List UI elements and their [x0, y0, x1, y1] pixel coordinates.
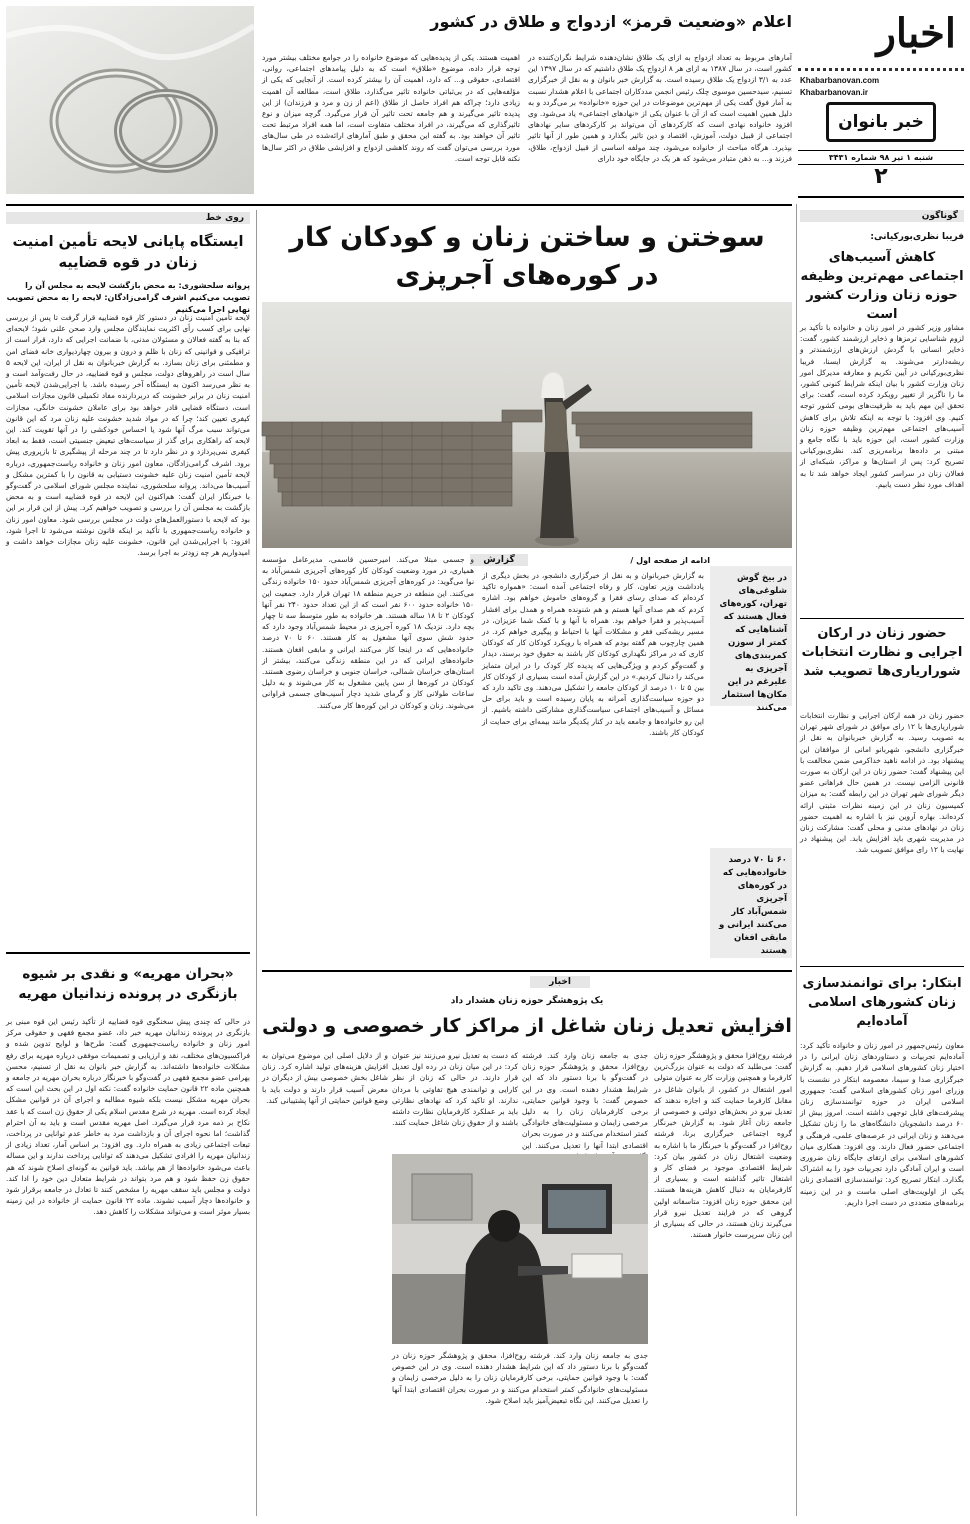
masthead-site-1: Khabarbanovan.com [800, 76, 880, 85]
side-quote-1-text: در بیخ گوش شلوغی‌های تهران، کوره‌های فعال هستند که آشناهایی که کمتر از سوزن کمربندی‌های آجرپزی به علیرغم در این مکان‌ها استثمار می‌کنند [719, 573, 787, 713]
center-bottom-col-c: که دست به تعدیل نیرو می‌زنند نیز عنوان کرد: در این میان زنان در رده اول تعدیل قرار دارند. در حالی که زنان از نظر کارایی و توانمندی هیچ تفاوتی با مردان ندارند. او تاکید کرد که نهادهای نظارتی باید بر عملکرد کارفرمایان نظارت داشته باشند و از حقوق زنان شاغل حمایت کنند. [392, 1051, 518, 1128]
right-col-vertical-rule [796, 204, 797, 1516]
right-divider-2 [800, 966, 964, 967]
right-a3-headline: ابتکار: برای توانمندسازی زنان کشورهای اسلامی آماده‌ایم [802, 976, 962, 1029]
office-illustration [392, 1154, 648, 1344]
left-col-subhead: پروانه سلحشوری: به محض بازگشت لایحه به مجلس آن را تصویب می‌کنیم اشرف گرامی‌زادگان: لایحه را به محض تصویب نهایی اجرا می‌کنیم [6, 281, 250, 314]
office-photo [392, 1154, 648, 1344]
center-bottom-tag: اخبار [530, 976, 590, 988]
left-bottom-headline: «بحران مهریه» و نقدی بر شیوه بازنگری در پرونده زندانیان مهریه [18, 966, 238, 1002]
left-col-vertical-rule [256, 210, 257, 1516]
left-bottom-body: در حالی که چندی پیش سخنگوی قوه قضاییه از تأکید رئیس این قوه مبنی بر بازنگری در پرونده زندانیان مهریه خبر داد، عضو مجمع فقهی و حقوقی مرکز امور زنان و خانواده ریاست‌جمهوری گفت: طرح‌ها و لوایح تدوین شده و فراکسیون‌های مختلف، نقد و ارزیابی و تصمیمات موفقی درباره مهریه برای رفع مشکلات خانواده‌ها داشته‌اند. به گزارش خبر بانوان به نقل از تسنیم، محسن بهرامی عضو مجمع فقهی در گفت‌وگو با خبرنگار درباره بحران مهریه در جامعه و همچنین ماده ۲۲ قانون حمایت خانواده گفت: نکته اول در این بحث این است که بحران مهریه مشکل نیست بلکه شیوه مطالبه و اجرای آن در قوانین مشکل ایجاد کرده است. مهریه در شرع مقدس اسلام یکی از حقوق زن است که با عقد نکاح بر ذمه مرد قرار می‌گیرد. اصل مهریه مقدس است و باید به آن احترام گذاشت؛ اما نحوه اجرای آن و بازداشت مرد به خاطر عدم توانایی در پرداخت، تبعات اجتماعی زیادی به همراه دارد. وی افزود: بر اساس آمار، تعداد زیادی از زندانیان مهریه را افرادی تشکیل می‌دهند که توانایی پرداخت ندارند و این مساله باعث می‌شود خانواده‌ها از هم بپاشد. باید قوانین به گونه‌ای اصلاح شوند که هم حقوق زن حفظ شود و هم مرد بتواند در شرایط متعادل دین خود را ادا کند. دولت و مجلس باید سقف مهریه را مشخص کنند تا تعادل در جامعه برقرار شود و خانواده‌ها دچار آسیب نشوند. ماده ۲۲ قانون حمایت از خانواده در این زمینه بسیار موثر است و می‌تواند مشکلات را کاهش دهد. [6, 1017, 250, 1217]
side-quote-1 [710, 566, 792, 713]
masthead-title: اخبار [876, 10, 956, 57]
masthead [798, 6, 964, 190]
top-article-col-2: اهمیت هستند. یکی از پدیده‌هایی که موضوع خانواده را در جوامع مختلف بیشتر مورد توجه قرار داده، موضوع «طلاق» است که به دلیل پیامدهای اجتماعی، روانی، اقتصادی، حقوقی و... که دارد، اهمیت آن را بیشتر کرده است. از آنجایی که یکی از مؤلفه‌هایی که در بی‌ثباتی خانواده تاثیر می‌گذارد، طلاق است، مطالعه آن اهمیت زیادی دارد؛ چراکه هم افراد حاصل از طلاق (اعم از زن و مرد و فرزندان) از این پدیده تاثیر می‌گیرند و هم جامعه تحت تاثیر آن قرار می‌گیرد. گرچه میزان و نوع تاثیرگذاری که می‌گیرند، در افراد مختلف متفاوت است، اما همه افراد مرتبط تحت تاثیر آن خواهند بود. به گفته این محقق و طبق آمارهای ارائه‌شده در طی سال‌های مورد بررسی می‌توان گفت که روند کاهشی ازدواج و افزایشی طلاق در اکثر سال‌ها نکته قابل توجه است. [262, 53, 520, 163]
center-bottom-col-b: جدی به جامعه زنان وارد کند. فرشته روح‌افزا، محقق و پژوهشگر حوزه زنان در گفت‌وگو با برنا دستور داد که این شرایط هشدار دهنده است. وی در این خصوص گفت: با وجود قوانین حمایتی، برخی کارفرمایان زنان را به دلیل مرخصی زایمان و مسئولیت‌های خانوادگی کمتر استخدام می‌کنند و در صورت بحران اقتصادی ابتدا آنها را تعدیل می‌کنند. این [522, 1051, 648, 1150]
left-col-body: لایحه تأمین امنیت زنان در دستور کار قوه قضاییه قرار گرفت تا پس از بررسی نهایی برای کسب رأی اکثریت نمایندگان مجلس وارد صحن علنی شود؛ لایحه‌ای که بنا به گفته فعالان و مسئولان مدنی، با ضمانت اجرایی که دارد، قرار است از ترافیکی و قوانینی که زنان با ظلم و درون و بیرون چهاردیواری خانه فضای امن و مطمئنی برای زنان بسازد. به گزارش خبربانوان به نقل از ایران، این لایحه ۵ سال است در راهروهای دولت، مجلس و قوه قضاییه، در حال رفت‌وآمد است و به نظر می‌رسد اکنون به ایستگاه آخر رسیده باشد. با اجرایی‌شدن لایحه تأمین امنیت زنان در برابر خشونت که دربردارنده مفاد تکمیلی قانون مجازات اسلامی است، دستگاه قضایی قادر خواهد بود برای عاملان خشونت خانگی، مجازات کیفری تعیین کند؛ چرا که در مواد شدید خشونت علیه زنان مرد که این قانون می‌تواند سبب مرگ آنها شود یا احساس خودکشی را در آنها تقویت کند. این لایحه که راهکاری برای گذر از سیاست‌های تبعیض جنسیتی است، فقط به ابعاد کیفری نمی‌پردازد و در نظر دارد تا در چند مرحله از پیشگیری تا بازپروری پیش برود. اشرف گرامی‌زادگان، معاون امور زنان و خانواده ریاست‌جمهوری، درباره لایحه تأمین امنیت زنان علیه خشونت دستیابی به قانون را با کمترین مشکل و آسیب‌ها می‌داند. پروانه سلحشوری، نماینده مجلس شورای اسلامی در گفت‌وگو با خبرنگار ایران گفت: هم‌اکنون این لایحه در قوه قضاییه است و به محض بازگشت به مجلس آن را بررسی و تصویب خواهیم کرد. پیش از این قرار بر این بود که لایحه با دستورالعمل‌های دولت در مجلس بررسی شود. معاون امور زنان و خانواده ریاست‌جمهوری با تأکید بر اینکه قانون نوشته می‌شود تا اجرا شود، افزود: با اجرایی‌شدن این قانون، خشونت علیه زنان مجازات خواهد داشت و امیدواریم هر چه زودتر به اجرا برسد. [6, 313, 250, 558]
left-col-divider [6, 952, 250, 954]
left-col-headline: ایستگاه پایانی لایحه تأمین امنیت زنان در قوه قضاییه [12, 234, 244, 271]
center-bottom-kicker: یک پژوهشگر حوزه زنان هشدار داد [450, 996, 604, 1006]
center-bottom-col-b-cont [392, 1350, 648, 1516]
center-bottom-col-b-cont-text: جدی به جامعه زنان وارد کند. فرشته روح‌افزا، محقق و پژوهشگر حوزه زنان در گفت‌وگو با برنا دستور داد که این شرایط هشدار دهنده است. وی در این خصوص گفت: با وجود قوانین حمایتی، برخی کارفرمایان زنان را به دلیل مرخصی زایمان و مسئولیت‌های خانوادگی کمتر استخدام می‌کنند و در صورت بحران اقتصادی ابتدا آنها را تعدیل می‌کنند. این نگاه تبعیض‌آمیز باید اصلاح شود. [392, 1351, 648, 1405]
report-lead-label: ادامه از صفحه اول / [630, 556, 710, 565]
date-line: شنبه ۱ تیر ۹۸ شماره ۳۴۳۱ [798, 150, 964, 165]
top-section-rule [6, 204, 792, 206]
center-bottom-col-d: و از دلایل اصلی این موضوع می‌توان به افزایش هزینه‌های تولید اشاره کرد. زنان شاغل بخش خصوصی بیش از دیگران در معرض آسیب قرار دارند و دولت باید با وضع قوانین حمایتی از آنها پشتیبانی کند. [262, 1051, 388, 1105]
right-a1-body: مشاور وزیر کشور در امور زنان و خانواده با تأکید بر لزوم شناسایی ترمزها و ذخایر ارزشمند کشور، گفت: ذخایر انسانی با گردش ارزش‌های ارزشمندتر و ریشه‌دارتر می‌شوند. به گزارش ایسنا، فریبا نظری‌بورکیانی در آیین تکریم و معارفه مدیرکل امور زنان وزارت کشور با بیان اینکه شرایط کنونی کشور، ما را ناگزیر از تغییر رویکرد کرده است، گفت: برای تحقق این مهم باید به ظرفیت‌های بومی کشور توجه کنیم. وی افزود: با توجه به اینکه تلاش برای کاهش آسیب‌های اجتماعی مهم‌ترین وظیفه حوزه زنان وزارت کشور است، این حوزه باید با نگاه جامع و مبتنی بر داده‌ها برنامه‌ریزی کند. نظری‌بورکیانی تصریح کرد: پس از استان‌ها و مراکز، شبکه‌ای از فعالان زنان در سراسر کشور ایجاد خواهد شد تا به اهداف مورد نظر دست یابیم. [800, 323, 964, 489]
center-feature-col-b: و جسمی مبتلا می‌کند. امیرحسین قاسمی، مدیرعامل مؤسسه همیاری، در مورد وضعیت کودکان کار کوره‌های آجرپزی شمس‌آباد به نوا می‌گوید: در کوره‌های آجرپزی شمس‌آباد حدود ۱۵۰ خانواده زندگی می‌کنند. این منطقه در حریم منطقه ۱۸ تهران قرار دارد. جمعیت این ۱۵۰ خانواده حدود ۶۰۰ نفر است که از این تعداد حدود ۲۴۰ نفر آنها کودکان ۲ تا ۱۸ ساله هستند. هر خانواده به طور متوسط سه تا چهار بچه دارد. نزدیک ۱۸ کوره آجرپزی در محیط شمس‌آباد وجود دارد که حدود شش سوی آنها مشغول به کار هستند. ۶۰ تا ۷۰ درصد خانواده‌هایی که در اینجا کار می‌کنند ایرانی و مابقی افغان هستند. خانواده‌های ایرانی که در این منطقه زندگی می‌کنند، بیشتر از استان‌های خراسان شمالی، خراسان جنوبی و خراسان رضوی هستند. کودکان در کوره‌ها از سن پایین مشغول به کار می‌شوند و به دلیل ساعات طولانی کار و گرمای شدید دچار آسیب‌های جسمی فراوانی می‌شوند. زنان و کودکان در این کوره‌ها کار می‌کنند. [262, 555, 475, 710]
right-a1-kicker: فریبا نظری‌بورکیانی: [870, 232, 964, 242]
masthead-bottom-rule [798, 196, 964, 198]
top-article-title: اعلام «وضعیت قرمز» ازدواج و طلاق در کشور [430, 12, 792, 31]
masthead-site-2: Khabarbanovan.ir [800, 88, 869, 97]
page-number: ۲ [874, 164, 888, 189]
right-divider-1 [800, 618, 964, 619]
rings-photo [6, 6, 254, 194]
right-a2-headline: حضور زنان در ارکان اجرایی و نظارت انتخابات شوراریاری‌ها تصویب شد [801, 626, 963, 679]
center-headline-1: سوختن و ساختن زنان و کودکان کار [289, 222, 765, 253]
right-a3-body: معاون رئیس‌جمهور در امور زنان و خانواده تأکید کرد: آماده‌ایم تجربیات و دستاوردهای زنان ایرانی را در اختیار زنان کشورهای اسلامی قرار دهیم. به گزارش خبرگزاری صدا و سیما، معصومه ابتکار در نشست با وزرای امور زنان کشورهای اسلامی گفت: جمهوری اسلامی ایران در حوزه توانمندسازی زنان پیشرفت‌های قابل توجهی داشته است. امروز بیش از ۶۰ درصد دانشجویان دانشگاه‌های ما را زنان تشکیل می‌دهند و زنان ایرانی در عرصه‌های علمی، فرهنگی و اجتماعی حضور فعال دارند. وی افزود: همکاری میان کشورهای اسلامی برای ارتقای جایگاه زنان ضروری است و ایران آمادگی دارد تجربیات خود را به اشتراک بگذارد. ابتکار تصریح کرد: توانمندسازی اقتصادی زنان یکی از اولویت‌های اصلی ماست و در این زمینه برنامه‌های متعددی در دست اجرا داریم. [800, 1041, 964, 1207]
center-bottom-headline: افزایش تعدیل زنان شاغل از مراکز کار خصوصی و دولتی [262, 1015, 792, 1037]
side-quote-2-text: ۶۰ تا ۷۰ درصد خانواده‌هایی که در کوره‌های آجرپزی شمس‌آباد کار می‌کنند ایرانی و مابقی افغان هستند [719, 855, 787, 956]
right-col-tag: گوناگون [800, 210, 964, 222]
center-bottom-col-a: فرشته روح‌افزا محقق و پژوهشگر حوزه زنان گفت: می‌طلبد که دولت به عنوان بزرگ‌ترین کارفرما و همچنین وزارت کار به عنوان متولی امور اشتغال در کشور، از بانوان شاغل در مقابل کارفرما حمایت کند و اجازه ندهند که تعدیل نیرو در بخش‌های دولتی و خصوصی از جامعه زنان آغاز شود. به گزارش خبرنگار گروه اجتماعی خبرگزاری برنا، فرشته روح‌افزا در گفت‌وگو با خبرنگار ما با اشاره به وضعیت اشتغال زنان در کشور بیان کرد: شرایط اقتصادی موجود بر فضای کار و اشتغال تاثیر گذاشته است و بسیاری از کارفرمایان به دنبال کاهش هزینه‌ها هستند. این محقق حوزه زنان افزود: متاسفانه اولین گروهی که در فرایند تعدیل نیرو قرار می‌گیرند زنان هستند، در حالی که بسیاری از این زنان سرپرست خانوار هستند. [654, 1051, 792, 1240]
right-a2-body: حضور زنان در همه ارکان اجرایی و نظارت انتخابات شوراریاری‌ها با ۱۲ رای موافق در شورای شهر تهران به تصویب رسید. به گزارش خبربانوان به نقل از خبرگزاری دانشجو، شهربانو امانی از موافقان این پیشنهاد بود. در ادامه ناهید خداکرمی ضمن مخالفت با این پیشنهاد گفت: حضور زنان در این ارکان به صورت قانونی الزامی نیست. در همین حال فراهانی عضو دیگر شورای شهر تهران در این رابطه گفت: به میزان کمیسیون زنان در این زمینه نظرات مثبتی ارائه کرده‌اند. بهاره آروین نیز با اشاره به اهمیت حضور زنان در نهادهای مدنی و محلی گفت: مشارکت زنان در مدیریت شهری باید افزایش یابد. این پیشنهاد در نهایت با ۱۲ رای موافق تصویب شد. [800, 711, 964, 855]
report-tag: گزارش [470, 554, 528, 566]
center-headline-2: در کوره‌های آجرپزی [395, 260, 659, 291]
center-divider [262, 970, 792, 972]
logo [826, 102, 936, 142]
top-article-col-1: آمارهای مربوط به تعداد ازدواج به ازای یک طلاق نشان‌دهنده شرایط نگران‌کننده در کشور است، در سال ۱۳۸۷ به ازای هر ۸ ازدواج یک طلاق داشتیم که در سال ۱۳۹۷ این عدد به ۳/۱ ازدواج یک طلاق رسیده است. به گزارش خبر بانوان و به نقل از خبرگزاری تسنیم، سیدحسین موسوی چلک رئیس انجمن مددکاران اجتماعی با اعلام هشدار نسبت به آمار فوق گفت یکی از مهم‌ترین موضوعات در این حوزه «خانواده» بر می‌گردد و به دلیل همین اهمیت است که از آن با عنوان یکی از «نهادهای اجتماعی» یاد می‌شود. وی افزود خانواده نهادی است که کارکردهای آن می‌تواند بر کارکردهای سایر نهادهای اجتماعی از قبیل دولت، آموزش، اقتصاد و دین تاثیر بگذارد و همین طور از آنها تاثیر بپذیرد. هرگاه مباحث از خانواده می‌شود، چند مولفه اساسی از قبیل ازدواج، طلاق، فرزند و... به ذهن متبادر می‌شود که هر یک در جایگاه خود دارای [528, 53, 792, 163]
side-quote-2 [710, 848, 792, 958]
center-feature-col-a: به گزارش خبربانوان و به نقل از خبرگزاری دانشجو، در بخش دیگری از یادداشت وزیر تعاون، کار و رفاه اجتماعی آمده است: «همواره تاکید کرده‌ام که صدای رسای فقرا و گروه‌های خاموش خواهم بود. اشاره کردم که هم صدای آنها هستم و هم شنونده همراه و همدل برای افشار آسیب‌پذیر و فقرا خواهم بود. همراه با آنها و با کمک شما عزیزان، در مسیر ریشه‌کنی فقر و مشکلات آنها با احتیاط و پیگیری خواهم کرد. در همین چارچوب هم گفته بودم که همراه با رویکرد کودکان کار که کودکان کاری که در مراکز نگهداری کودکان کار باشند به حقوق خود برسند، دیدار و گفت‌وگو کردم و ویژگی‌هایی که پدیده کار کودک را در ایران متمایز می‌کند را دنبال کردیم.» در این گزارش آمده است بسیاری از کودکان کار بین ۵ تا ۱۰ درصد از کودکان جامعه را تشکیل می‌دهند. وی تاکید دارد که دو حوزه سیاست‌گذاری آمرانه به پایان رسیده است و باید برای حل مسائل و آسیب‌های اجتماعی سیاست‌گذاری مشارکتی داشته باشیم. از این رو خانواده‌ها و جامعه باید در کنار یکدیگر مانند بیمه‌ای برای حمایت از کودکان کار باشند. [482, 571, 704, 737]
rings-illustration [6, 6, 254, 194]
brick-kiln-photo [262, 302, 792, 548]
brick-kiln-illustration [262, 302, 792, 548]
masthead-rule [798, 68, 964, 71]
left-col-tag: روی خط [6, 212, 250, 224]
logo-text: خبر بانوان [838, 112, 924, 132]
right-a1-headline: کاهش آسیب‌های اجتماعی مهم‌ترین وظیفه حوزه زنان وزارت کشور است [800, 250, 964, 322]
